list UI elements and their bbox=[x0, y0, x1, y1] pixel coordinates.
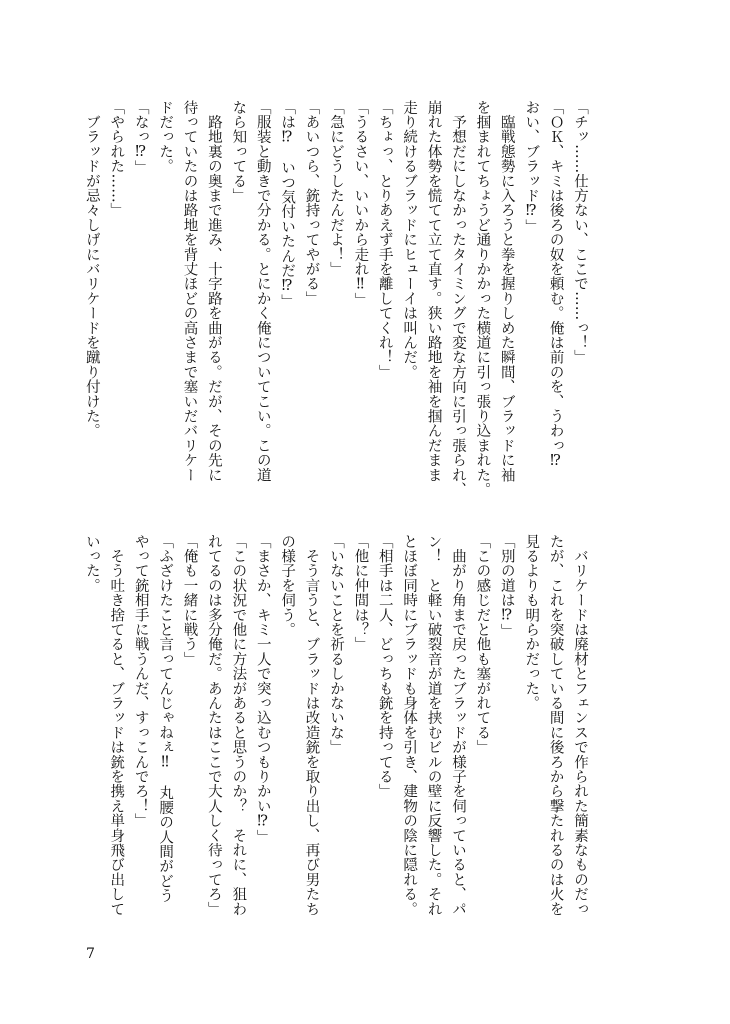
text-line: 「やられた……」 bbox=[108, 100, 125, 218]
text-line: 「いないことを祈るしかないな」 bbox=[327, 534, 344, 755]
text-line: 臨戦態勢に入ろうと拳を握りしめた瞬間、ブラッドに袖 bbox=[498, 100, 515, 483]
text-line: 「俺も一緒に戦う」 bbox=[181, 534, 198, 667]
text-line: の様子を伺う。 bbox=[279, 534, 296, 637]
text-line: 路地裏の奥まで進み、十字路を曲がる。だが、その先に bbox=[205, 100, 222, 483]
text-line: 「他に仲間は？」 bbox=[352, 534, 369, 652]
text-line: いった。 bbox=[83, 534, 100, 593]
text-line: なら知ってる」 bbox=[230, 100, 247, 203]
text-line: 「服装と動きで分かる。とにかく俺についてこい。この道 bbox=[254, 100, 271, 483]
text-line: 「は⁉ いつ気付いたんだ⁉」 bbox=[279, 100, 296, 309]
text-line: 待っていたのは路地を背丈ほどの高さまで塞いだバリケー bbox=[181, 100, 198, 483]
text-line: 「この感じだと他も塞がれてる」 bbox=[474, 534, 491, 755]
text-line: 予想だにしなかったタイミングで変な方向に引っ張られ、 bbox=[449, 100, 466, 497]
text-line: 「ＯＫ、キミは後ろの奴を頼む。俺は前のを、うわっ⁉ bbox=[547, 100, 564, 469]
bottom-text-block bbox=[83, 534, 592, 934]
text-line: 「なっ⁉」 bbox=[132, 100, 149, 175]
text-line: 「別の道は⁉」 bbox=[498, 534, 515, 639]
text-line: ブラッドが忌々しげにバリケードを蹴り付けた。 bbox=[83, 100, 100, 439]
text-line: そう言うと、ブラッドは改造銃を取り出し、再び男たち bbox=[303, 534, 320, 917]
text-line: 「ちょっ、とりあえず手を離してくれ！」 bbox=[376, 100, 393, 380]
text-line: 「急にどうしたんだよ！」 bbox=[327, 100, 344, 277]
top-text-block bbox=[83, 100, 592, 497]
text-line: 「まさか、キミ一人で突っ込むつもりかい⁉」 bbox=[254, 534, 271, 845]
text-line: 曲がり角まで戻ったブラッドが様子を伺っていると、パ bbox=[449, 534, 466, 917]
text-line: を掴まれてちょうど通りかかった横道に引っ張り込まれた。 bbox=[474, 100, 491, 497]
text-line: ドだった。 bbox=[157, 100, 174, 174]
text-line: 「相手は二人、どっちも銃を持ってる」 bbox=[376, 534, 393, 799]
text-line: おい、ブラッド⁉」 bbox=[523, 100, 540, 234]
text-line: 走り続けるブラッドにヒューイは叫んだ。 bbox=[401, 100, 418, 380]
text-line: れてるのは多分俺だ。あんたはここで大人しく待ってろ」 bbox=[205, 534, 222, 917]
text-line: 「ふざけたこと言ってんじゃねぇ‼ 丸腰の人間がどう bbox=[157, 534, 174, 903]
text-line: ン！ と軽い破裂音が道を挟むビルの壁に反響した。それ bbox=[425, 534, 442, 917]
text-line: そう吐き捨てると、ブラッドは銃を携え単身飛び出して bbox=[108, 534, 125, 917]
text-line: 「この状況で他に方法があると思うのか？ それに、狙わ bbox=[230, 534, 247, 917]
text-line: やって銃相手に戦うんだ、すっこんでろ！」 bbox=[132, 534, 149, 828]
text-line: 「あいつら、銃持ってやがる」 bbox=[303, 100, 320, 306]
text-line: たが、これを突破している間に後ろから撃たれるのは火を bbox=[547, 534, 564, 917]
text-line: バリケードは廃材とフェンスで作られた簡素なものだっ bbox=[572, 534, 588, 917]
text-line: 見るよりも明らかだった。 bbox=[523, 534, 540, 711]
text-line: 「うるさい、いいから走れ‼」 bbox=[352, 100, 369, 308]
text-line: 「チッ……仕方ない、ここで……っ！」 bbox=[572, 100, 588, 365]
text-line: とほぼ同時にブラッドも身体を引き、建物の陰に隠れる。 bbox=[401, 534, 418, 917]
text-line: 崩れた体勢を慌てて立て直す。狭い路地を袖を掴んだまま bbox=[425, 100, 442, 483]
page-number: 7 bbox=[86, 946, 95, 962]
